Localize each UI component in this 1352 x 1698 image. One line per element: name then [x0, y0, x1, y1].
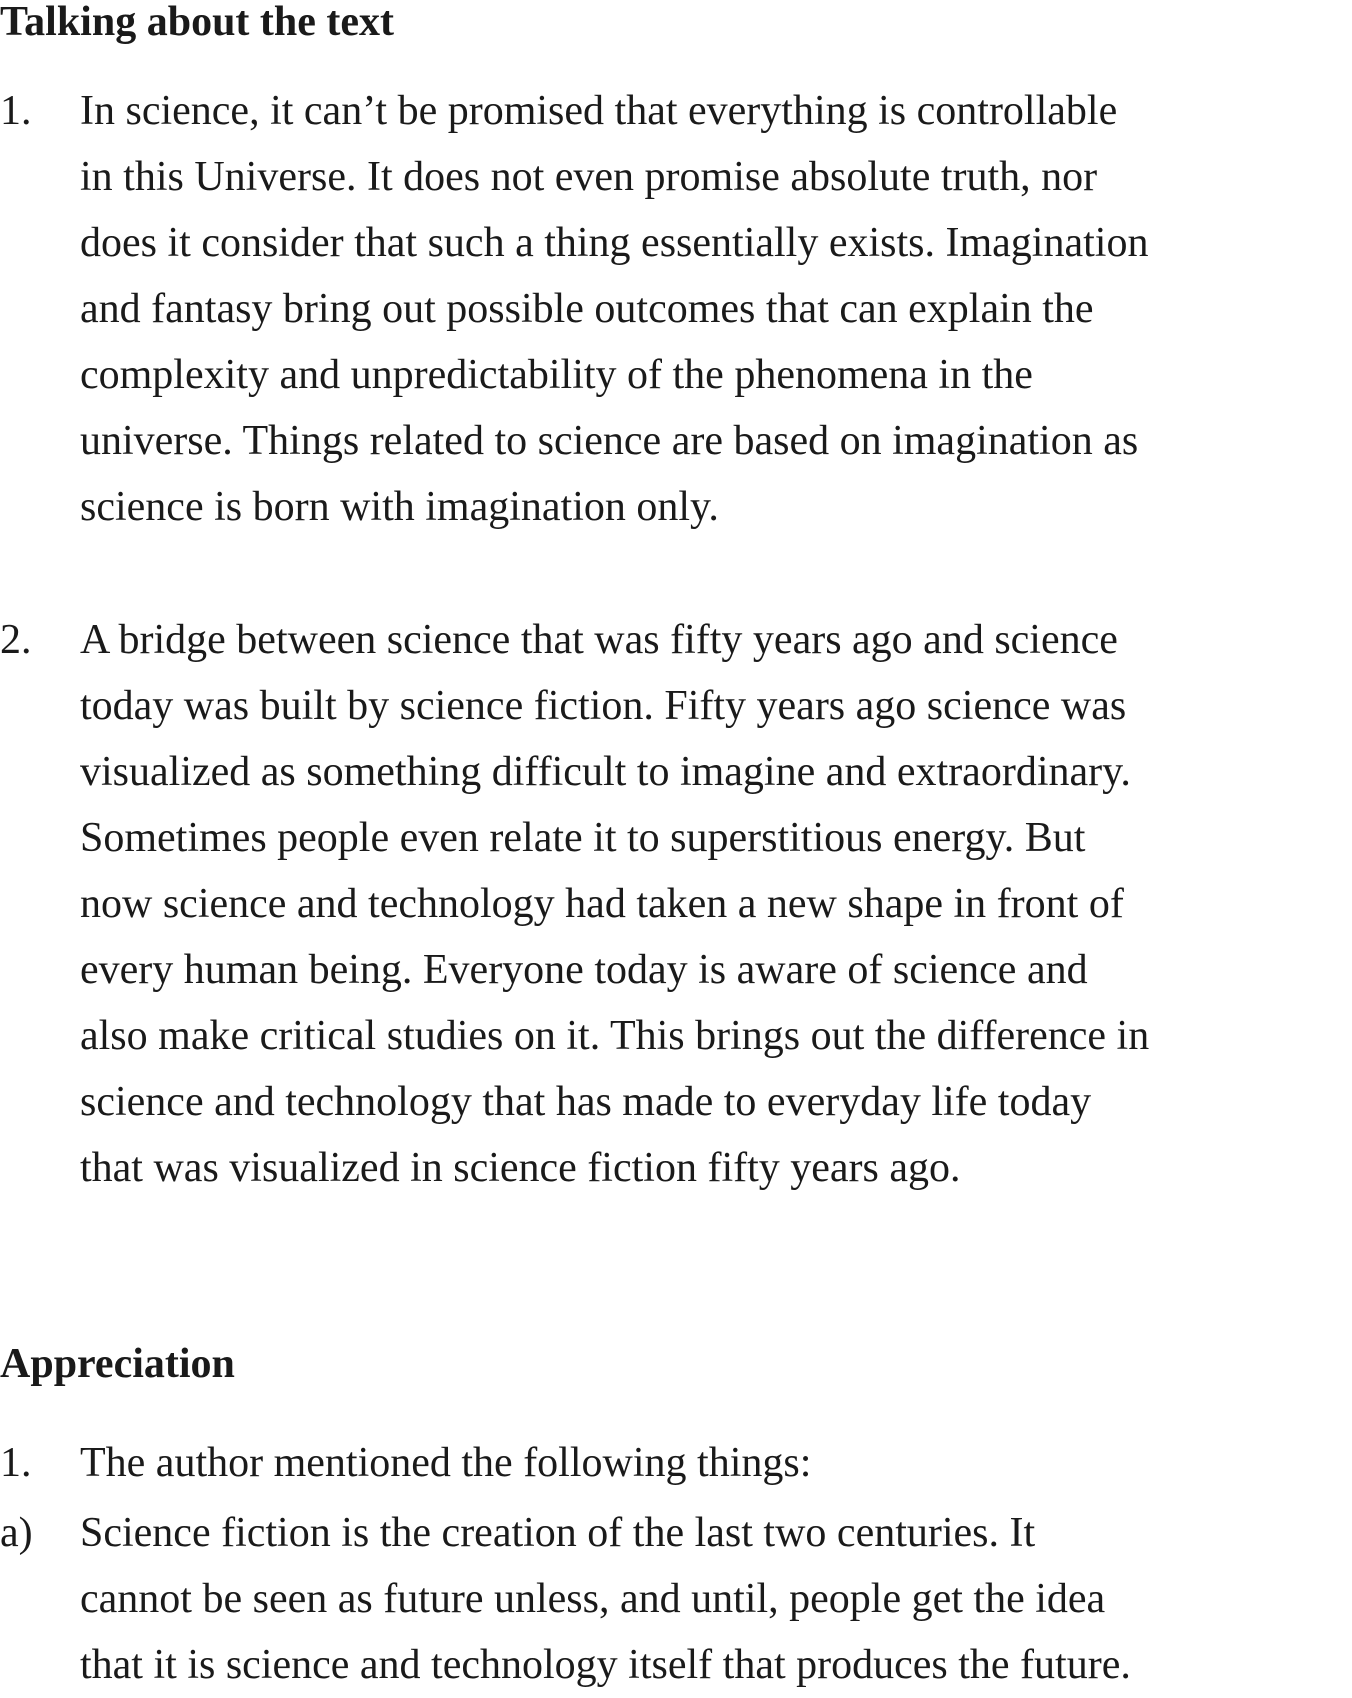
text-line: science is born with imagination only.	[80, 484, 719, 530]
text-line: A bridge between science that was fifty years ago and science	[80, 617, 1118, 663]
text-line: universe. Things related to science are based on imagination as	[80, 418, 1139, 464]
list-marker: 2.	[0, 617, 32, 663]
text-line: in this Universe. It does not even promise absolute truth, nor	[80, 154, 1098, 200]
text-line: now science and technology had taken a new shape in front of	[80, 881, 1124, 927]
text-line: visualized as something difficult to imagine and extraordinary.	[80, 749, 1131, 795]
list-marker: 1.	[0, 88, 32, 134]
list-item-text	[80, 1430, 1350, 1496]
section-heading-appreciation: Appreciation	[0, 1341, 235, 1387]
list-marker: 1.	[0, 1440, 32, 1486]
text-line: that was visualized in science fiction fifty years ago.	[80, 1145, 961, 1191]
text-line: every human being. Everyone today is aware of science and	[80, 947, 1088, 993]
text-line: and fantasy bring out possible outcomes that can explain the	[80, 286, 1094, 332]
list-item-text	[80, 78, 1350, 540]
text-line: The author mentioned the following things:	[80, 1440, 812, 1486]
text-line: science and technology that has made to everyday life today	[80, 1079, 1092, 1125]
text-line: that it is science and technology itself that produces the future.	[80, 1642, 1131, 1688]
list-item-text	[80, 1500, 1350, 1698]
text-line: Science fiction is the creation of the last two centuries. It	[80, 1510, 1036, 1556]
text-line: In science, it can’t be promised that everything is controllable	[80, 88, 1118, 134]
list-marker: a)	[0, 1510, 33, 1556]
text-line: cannot be seen as future unless, and until, people get the idea	[80, 1576, 1106, 1622]
list-item-text	[80, 607, 1350, 1201]
text-line: also make critical studies on it. This brings out the difference in	[80, 1013, 1150, 1059]
text-line: complexity and unpredictability of the phenomena in the	[80, 352, 1033, 398]
text-line: does it consider that such a thing essentially exists. Imagination	[80, 220, 1149, 266]
section-heading-talking-about-the-text: Talking about the text	[0, 0, 395, 45]
text-line: Sometimes people even relate it to superstitious energy. But	[80, 815, 1086, 861]
text-line: today was built by science fiction. Fifty years ago science was	[80, 683, 1127, 729]
